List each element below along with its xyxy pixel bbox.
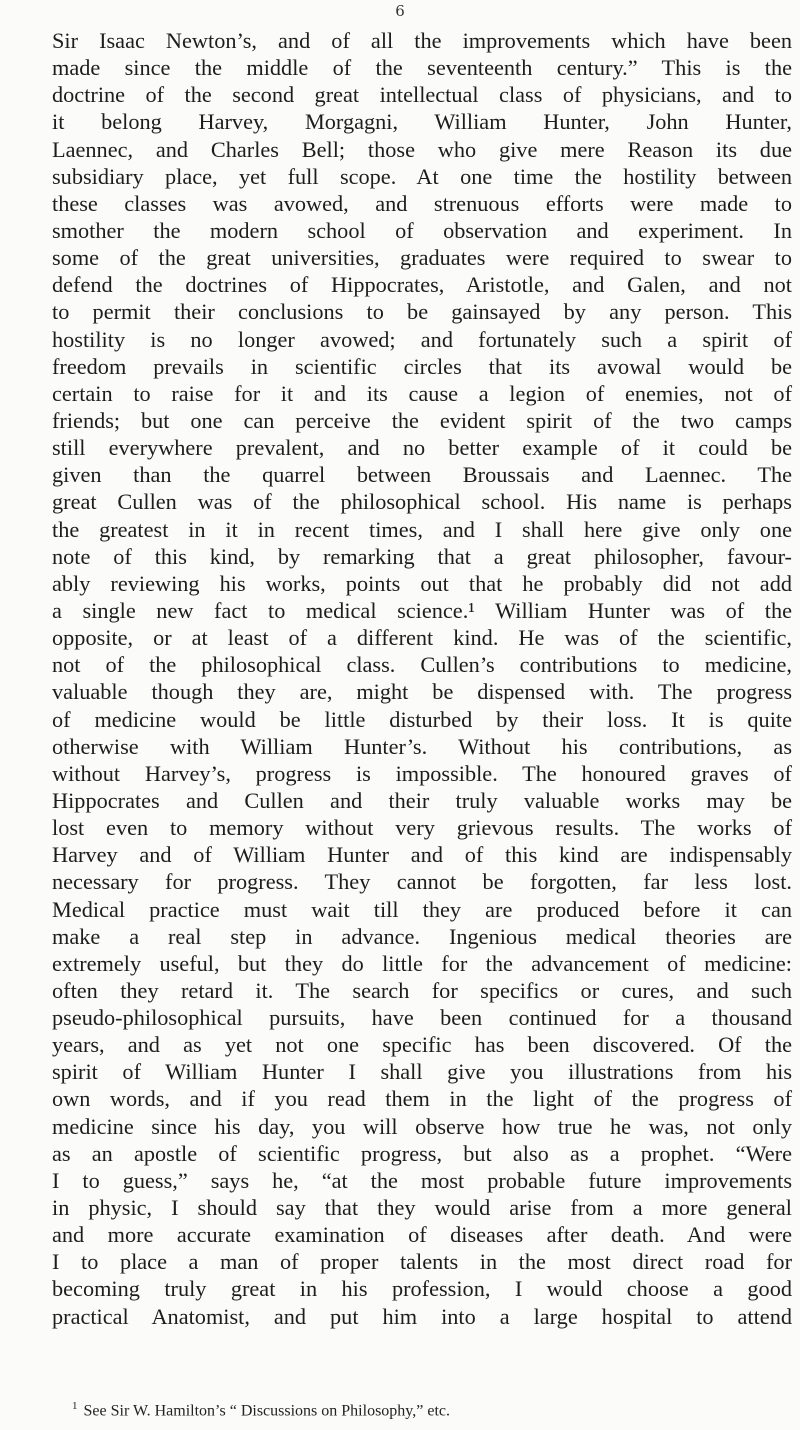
text-line: pseudo-philosophical pursuits, have been continued for a thousand xyxy=(52,1005,792,1031)
text-line: in physic, I should say that they would arise from a more general xyxy=(52,1195,792,1221)
text-line: and more accurate examination of diseases after death. And were xyxy=(52,1222,792,1248)
footnote-text: See Sir W. Hamilton’s “ Discussions on Philosophy,” etc. xyxy=(83,1402,451,1420)
page-number: 6 xyxy=(395,2,405,20)
text-line: defend the doctrines of Hippocrates, Aristotle, and Galen, and not xyxy=(52,272,792,298)
text-line: great Cullen was of the philosophical school. His name is perhaps xyxy=(52,489,792,515)
text-line: still everywhere prevalent, and no better example of it could be xyxy=(52,435,792,461)
text-line: these classes was avowed, and strenuous efforts were made to xyxy=(52,190,792,216)
text-line: I to guess,” says he, “at the most probable future improvements xyxy=(52,1167,792,1193)
text-line: Hippocrates and Cullen and their truly valuable works may be xyxy=(52,787,792,813)
text-line: Medical practice must wait till they are produced before it can xyxy=(52,896,792,922)
text-line: hostility is no longer avowed; and fortunately such a spirit of xyxy=(52,326,792,352)
text-line: make a real step in advance. Ingenious medical theories are xyxy=(52,923,792,949)
text-line: made since the middle of the seventeenth century.” This is the xyxy=(52,55,792,81)
text-line: doctrine of the second great intellectual class of physicians, and to xyxy=(52,82,792,108)
text-line: without Harvey’s, progress is impossible. The honoured graves of xyxy=(52,760,792,786)
text-line: Laennec, and Charles Bell; those who give mere Reason its due xyxy=(52,136,792,162)
text-line: to permit their conclusions to be gainsayed by any person. This xyxy=(52,299,792,325)
text-line: medicine since his day, you will observe how true he was, not only xyxy=(52,1113,792,1139)
text-line: years, and as yet not one specific has been discovered. Of the xyxy=(52,1032,792,1058)
body-text xyxy=(52,27,792,1330)
text-line: certain to raise for it and its cause a legion of enemies, not of xyxy=(52,380,792,406)
text-line: note of this kind, by remarking that a great philosopher, favour- xyxy=(52,543,792,569)
text-line: given than the quarrel between Broussais and Laennec. The xyxy=(52,462,792,488)
text-line: ably reviewing his works, points out that he probably did not add xyxy=(52,570,792,596)
footnote-marker: 1 xyxy=(72,1400,78,1412)
text-line: often they retard it. The search for specifics or cures, and such xyxy=(52,977,792,1003)
text-line: I to place a man of proper talents in the most direct road for xyxy=(52,1249,792,1275)
text-line: becoming truly great in his profession, I would choose a good xyxy=(52,1276,792,1302)
text-line: Sir Isaac Newton’s, and of all the improvements which have been xyxy=(52,28,792,53)
text-line: spirit of William Hunter I shall give you illustrations from his xyxy=(52,1059,792,1085)
text-line: of medicine would be little disturbed by their loss. It is quite xyxy=(52,706,792,732)
text-line: opposite, or at least of a different kind. He was of the scientific, xyxy=(52,625,792,651)
text-line: a single new fact to medical science.¹ William Hunter was of the xyxy=(52,597,792,623)
text-line: subsidiary place, yet full scope. At one time the hostility between xyxy=(52,163,792,189)
text-line: own words, and if you read them in the light of the progress of xyxy=(52,1086,792,1112)
text-line: lost even to memory without very grievous results. The works of xyxy=(52,815,792,841)
text-line: practical Anatomist, and put him into a large hospital to attend xyxy=(52,1303,792,1329)
text-line: smother the modern school of observation and experiment. In xyxy=(52,217,792,243)
text-line: Harvey and of William Hunter and of this kind are indispensably xyxy=(52,842,792,868)
text-line: some of the great universities, graduates were required to swear to xyxy=(52,245,792,271)
text-line: the greatest in it in recent times, and I shall here give only one xyxy=(52,516,792,542)
text-line: otherwise with William Hunter’s. Without his contributions, as xyxy=(52,733,792,759)
text-line: as an apostle of scientific progress, but also as a prophet. “Were xyxy=(52,1140,792,1166)
text-line: valuable though they are, might be dispensed with. The progress xyxy=(52,679,792,705)
footnote xyxy=(72,1396,792,1421)
text-line: freedom prevails in scientific circles that its avowal would be xyxy=(52,353,792,379)
text-line: not of the philosophical class. Cullen’s contributions to medicine, xyxy=(52,652,792,678)
text-line: friends; but one can perceive the evident spirit of the two camps xyxy=(52,407,792,433)
text-line: extremely useful, but they do little for the advancement of medicine: xyxy=(52,950,792,976)
text-line: necessary for progress. They cannot be forgotten, far less lost. xyxy=(52,869,792,895)
text-line: it belong Harvey, Morgagni, William Hunter, John Hunter, xyxy=(52,109,792,135)
